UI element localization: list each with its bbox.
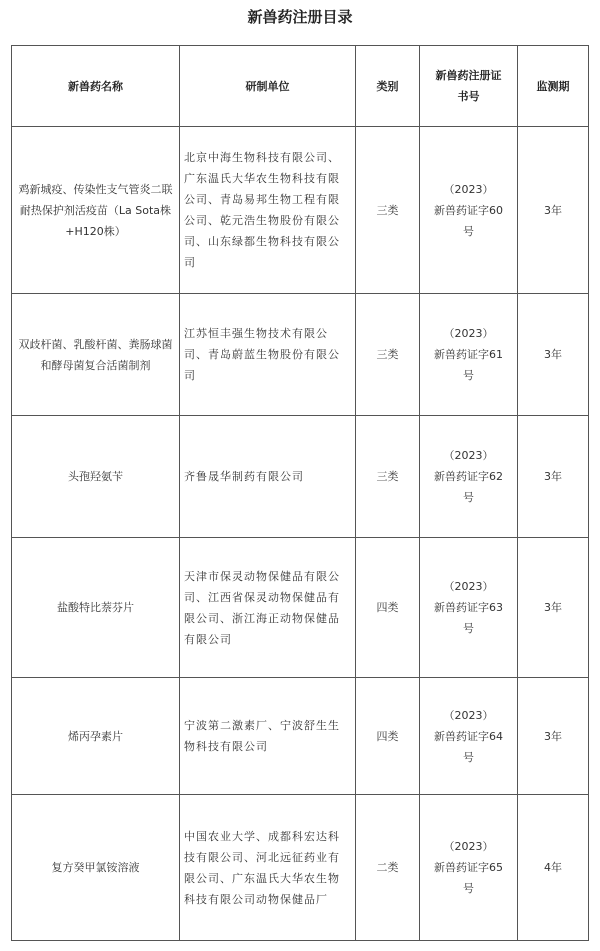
cert-number: 新兽药证字61 xyxy=(434,348,503,361)
cert-suffix: 号 xyxy=(463,882,474,895)
header-unit: 研制单位 xyxy=(180,46,356,127)
page-title: 新兽药注册目录 xyxy=(247,8,353,26)
cert-year: （2023） xyxy=(443,580,494,593)
cell-unit: 宁波第二激素厂、宁波舒生生物科技有限公司 xyxy=(180,678,356,795)
cell-cert xyxy=(420,416,518,538)
cell-unit: 齐鲁晟华制药有限公司 xyxy=(180,416,356,538)
cell-period: 4年 xyxy=(518,795,589,941)
cell-period: 3年 xyxy=(518,127,589,294)
table-header-row xyxy=(12,46,589,127)
cell-name: 烯丙孕素片 xyxy=(12,678,180,795)
registration-table xyxy=(11,45,589,941)
header-name: 新兽药名称 xyxy=(12,46,180,127)
header-period: 监测期 xyxy=(518,46,589,127)
cell-category: 三类 xyxy=(356,416,420,538)
cert-suffix: 号 xyxy=(463,622,474,635)
table-row xyxy=(12,416,589,538)
cert-year: （2023） xyxy=(443,708,494,722)
cell-cert xyxy=(420,127,518,294)
cell-category: 二类 xyxy=(356,795,420,941)
cell-unit: 中国农业大学、成都科宏达科技有限公司、河北远征药业有限公司、广东温氏大华农生物科技有限公司动物保健品厂 xyxy=(180,795,356,941)
cert-year: （2023） xyxy=(443,840,494,853)
cell-period: 3年 xyxy=(518,416,589,538)
cell-name: 鸡新城疫、传染性支气管炎二联耐热保护剂活疫苗（La Sota株+H120株） xyxy=(12,127,180,294)
cell-cert xyxy=(420,795,518,941)
cell-cert xyxy=(420,538,518,678)
cert-number: 新兽药证字64 xyxy=(434,729,503,743)
cell-category: 三类 xyxy=(356,127,420,294)
table-row xyxy=(12,678,589,795)
cert-year: （2023） xyxy=(443,182,494,196)
cell-name: 盐酸特比萘芬片 xyxy=(12,538,180,678)
cell-category: 四类 xyxy=(356,538,420,678)
cell-name: 头孢羟氨苄 xyxy=(12,416,180,538)
table-row xyxy=(12,127,589,294)
cell-unit: 江苏恒丰强生物技术有限公司、青岛蔚蓝生物股份有限公司 xyxy=(180,294,356,416)
cell-unit: 北京中海生物科技有限公司、广东温氏大华农生物科技有限公司、青岛易邦生物工程有限公司、乾元浩生物股份有限公司、山东绿都生物科技有限公司 xyxy=(180,127,356,294)
cert-suffix: 号 xyxy=(463,224,474,238)
cell-period: 3年 xyxy=(518,294,589,416)
table-row xyxy=(12,795,589,941)
cert-suffix: 号 xyxy=(463,369,474,382)
cell-cert xyxy=(420,294,518,416)
cert-suffix: 号 xyxy=(463,491,474,504)
cell-name: 复方癸甲氯铵溶液 xyxy=(12,795,180,941)
cell-unit: 天津市保灵动物保健品有限公司、江西省保灵动物保健品有限公司、浙江海正动物保健品有限公司 xyxy=(180,538,356,678)
cert-number: 新兽药证字65 xyxy=(434,861,503,874)
cert-year: （2023） xyxy=(443,449,494,462)
cert-number: 新兽药证字60 xyxy=(434,203,503,217)
cert-number: 新兽药证字63 xyxy=(434,601,503,614)
cell-period: 3年 xyxy=(518,678,589,795)
header-cert: 新兽药注册证书号 xyxy=(420,46,518,127)
table-row xyxy=(12,538,589,678)
cell-category: 三类 xyxy=(356,294,420,416)
cert-number: 新兽药证字62 xyxy=(434,470,503,483)
cell-category: 四类 xyxy=(356,678,420,795)
cert-suffix: 号 xyxy=(463,750,474,764)
header-category: 类别 xyxy=(356,46,420,127)
cell-period: 3年 xyxy=(518,538,589,678)
cell-cert xyxy=(420,678,518,795)
cell-name: 双歧杆菌、乳酸杆菌、粪肠球菌和酵母菌复合活菌制剂 xyxy=(12,294,180,416)
cert-year: （2023） xyxy=(443,327,494,340)
table-row xyxy=(12,294,589,416)
